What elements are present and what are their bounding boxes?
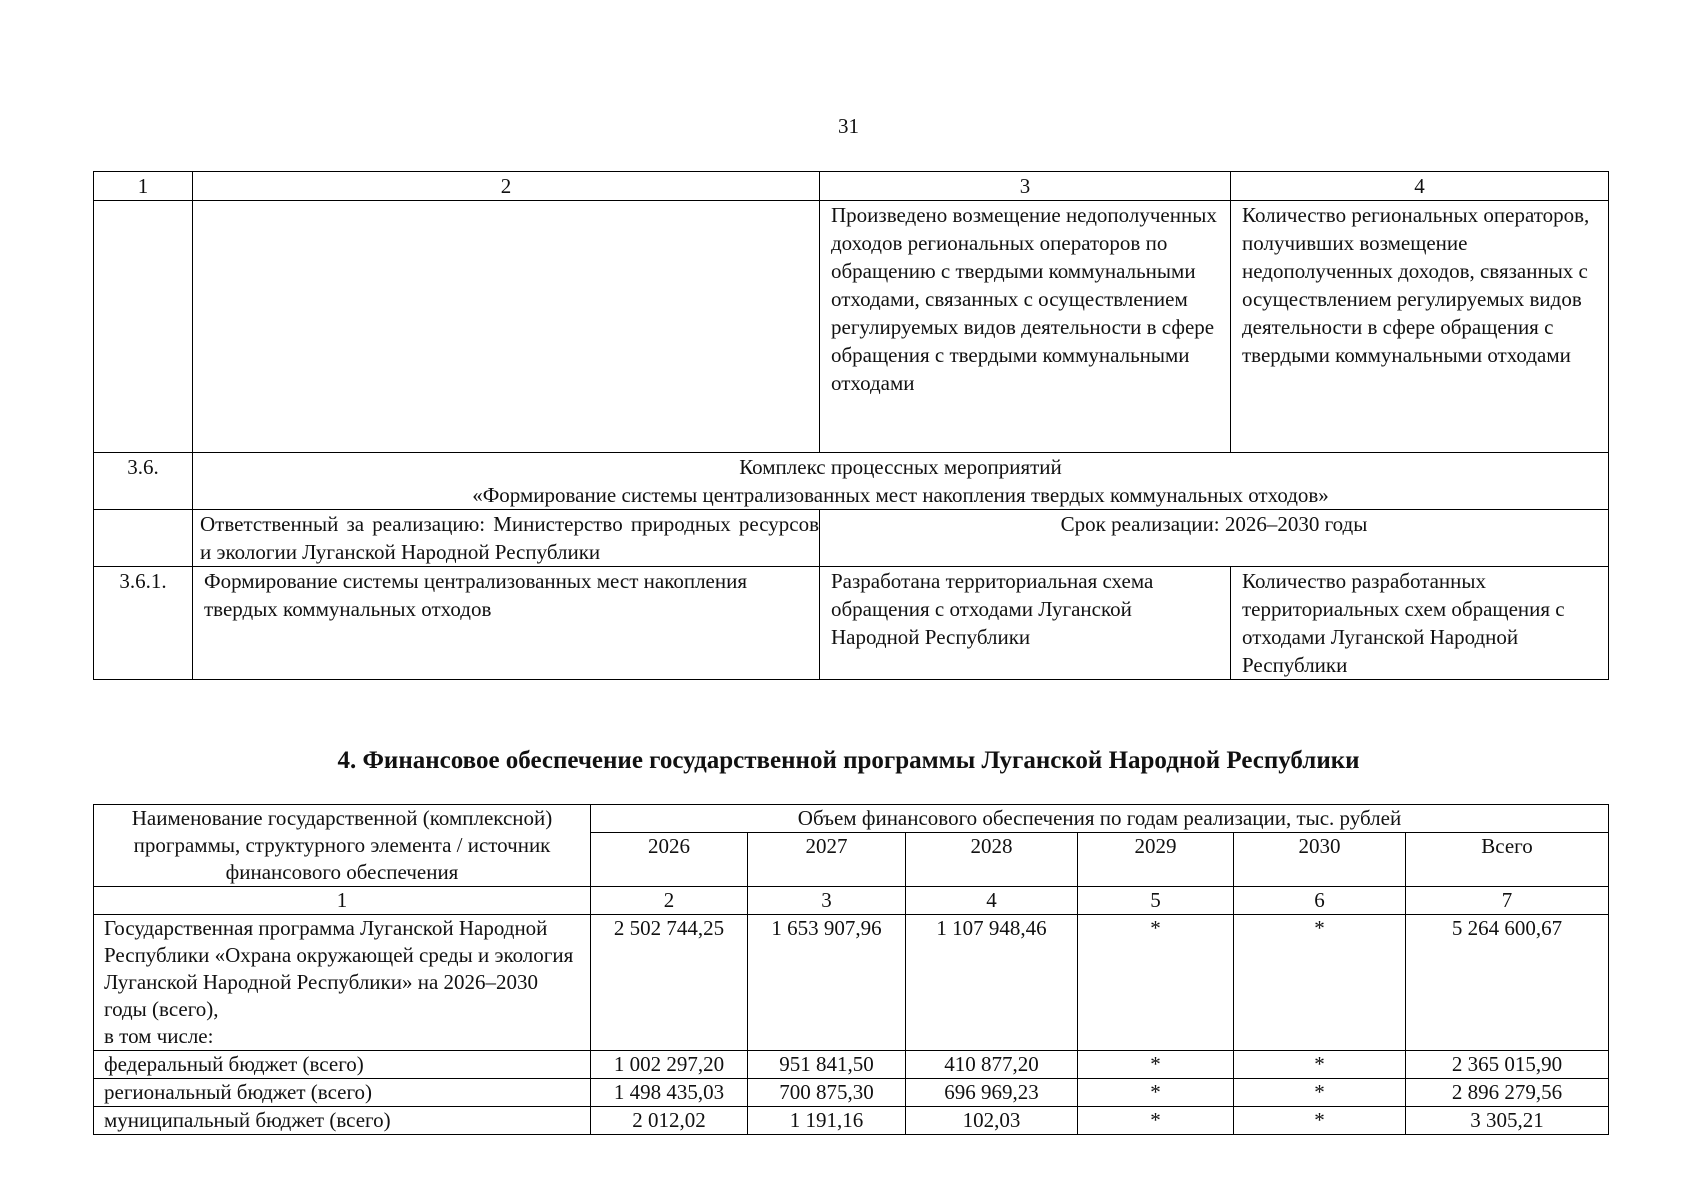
column-number: 2 <box>591 887 748 915</box>
program-name-suffix: в том числе: <box>104 1024 214 1048</box>
result-cell: Произведено возмещение недополученных доходов региональных операторов по обращению с твердыми коммунальными отходами, связанных с осуществлением регулируемых видов деятельности в сфере обращения с твердыми коммунальными отходами <box>820 201 1231 453</box>
section-heading: 4. Финансовое обеспечение государственной программы Луганской Народной Республики <box>337 747 1360 774</box>
value-cell: * <box>1078 1051 1234 1079</box>
column-number: 3 <box>820 172 1231 201</box>
column-number: 1 <box>94 172 193 201</box>
column-number: 7 <box>1406 887 1609 915</box>
total-cell: 3 305,21 <box>1406 1107 1609 1135</box>
column-number: 2 <box>193 172 820 201</box>
table-row <box>94 1107 1609 1135</box>
value-cell: 1 191,16 <box>748 1107 906 1135</box>
table-row <box>94 1051 1609 1079</box>
row-name: муниципальный бюджет (всего) <box>94 1107 591 1135</box>
value-cell: * <box>1234 915 1406 1051</box>
section-title-line: Комплекс процессных мероприятий <box>739 455 1062 479</box>
task-cell: Формирование системы централизованных мест накопления твердых коммунальных отходов <box>193 567 820 680</box>
activities-table <box>93 171 1609 680</box>
indicator-cell: Количество разработанных территориальных схем обращения с отходами Луганской Народной Республики <box>1231 567 1609 680</box>
value-cell: 1 653 907,96 <box>748 915 906 1051</box>
table-row <box>94 915 1609 1051</box>
responsible-cell: Ответственный за реализацию: Министерство природных ресурсов и экологии Луганской Народной Республики <box>193 510 820 567</box>
table-row <box>94 567 1609 680</box>
program-name: Государственная программа Луганской Народной Республики «Охрана окружающей среды и экология Луганской Народной Республики» на 2026–2030 годы (всего), <box>104 916 574 1021</box>
value-cell: 696 969,23 <box>906 1079 1078 1107</box>
section-title <box>193 453 1609 510</box>
item-number: 3.6.1. <box>94 567 193 680</box>
value-cell: 700 875,30 <box>748 1079 906 1107</box>
value-cell: 102,03 <box>906 1107 1078 1135</box>
column-number: 4 <box>1231 172 1609 201</box>
value-cell: * <box>1078 1079 1234 1107</box>
section-title-line: «Формирование системы централизованных мест накопления твердых коммунальных отходов» <box>472 483 1329 507</box>
value-cell: 951 841,50 <box>748 1051 906 1079</box>
row-name: федеральный бюджет (всего) <box>94 1051 591 1079</box>
value-cell: * <box>1078 1107 1234 1135</box>
value-cell: * <box>1234 1051 1406 1079</box>
financing-table <box>93 804 1609 1135</box>
table-row <box>94 201 1609 453</box>
indicator-cell: Количество региональных операторов, получивших возмещение недополученных доходов, связанных с осуществлением регулируемых видов деятельности в сфере обращения с твердыми коммунальными отходами <box>1231 201 1609 453</box>
value-cell: 1 498 435,03 <box>591 1079 748 1107</box>
section-row <box>94 453 1609 510</box>
column-number: 6 <box>1234 887 1406 915</box>
column-number: 5 <box>1078 887 1234 915</box>
empty-cell <box>193 201 820 453</box>
value-cell: 2 502 744,25 <box>591 915 748 1051</box>
column-number-row <box>94 887 1609 915</box>
value-cell: 2 012,02 <box>591 1107 748 1135</box>
total-header: Всего <box>1406 833 1609 887</box>
volume-header: Объем финансового обеспечения по годам реализации, тыс. рублей <box>591 805 1609 833</box>
header-row <box>94 805 1609 833</box>
total-cell: 5 264 600,67 <box>1406 915 1609 1051</box>
year-header: 2028 <box>906 833 1078 887</box>
empty-cell <box>94 201 193 453</box>
table-row <box>94 1079 1609 1107</box>
column-number: 3 <box>748 887 906 915</box>
value-cell: 410 877,20 <box>906 1051 1078 1079</box>
result-cell: Разработана территориальная схема обращения с отходами Луганской Народной Республики <box>820 567 1231 680</box>
column-number: 4 <box>906 887 1078 915</box>
year-header: 2030 <box>1234 833 1406 887</box>
year-header: 2029 <box>1078 833 1234 887</box>
value-cell: 1 002 297,20 <box>591 1051 748 1079</box>
total-cell: 2 896 279,56 <box>1406 1079 1609 1107</box>
value-cell: * <box>1234 1107 1406 1135</box>
responsible-row <box>94 510 1609 567</box>
year-header: 2027 <box>748 833 906 887</box>
value-cell: * <box>1078 915 1234 1051</box>
name-header: Наименование государственной (комплексной) программы, структурного элемента / источник финансового обеспечения <box>94 805 591 887</box>
row-name: региональный бюджет (всего) <box>94 1079 591 1107</box>
row-name <box>94 915 591 1051</box>
column-number: 1 <box>94 887 591 915</box>
value-cell: * <box>1234 1079 1406 1107</box>
page-number: 31 <box>838 114 859 138</box>
year-header: 2026 <box>591 833 748 887</box>
empty-cell <box>94 510 193 567</box>
term-cell: Срок реализации: 2026–2030 годы <box>820 510 1609 567</box>
total-cell: 2 365 015,90 <box>1406 1051 1609 1079</box>
column-number-row <box>94 172 1609 201</box>
value-cell: 1 107 948,46 <box>906 915 1078 1051</box>
section-number: 3.6. <box>94 453 193 510</box>
